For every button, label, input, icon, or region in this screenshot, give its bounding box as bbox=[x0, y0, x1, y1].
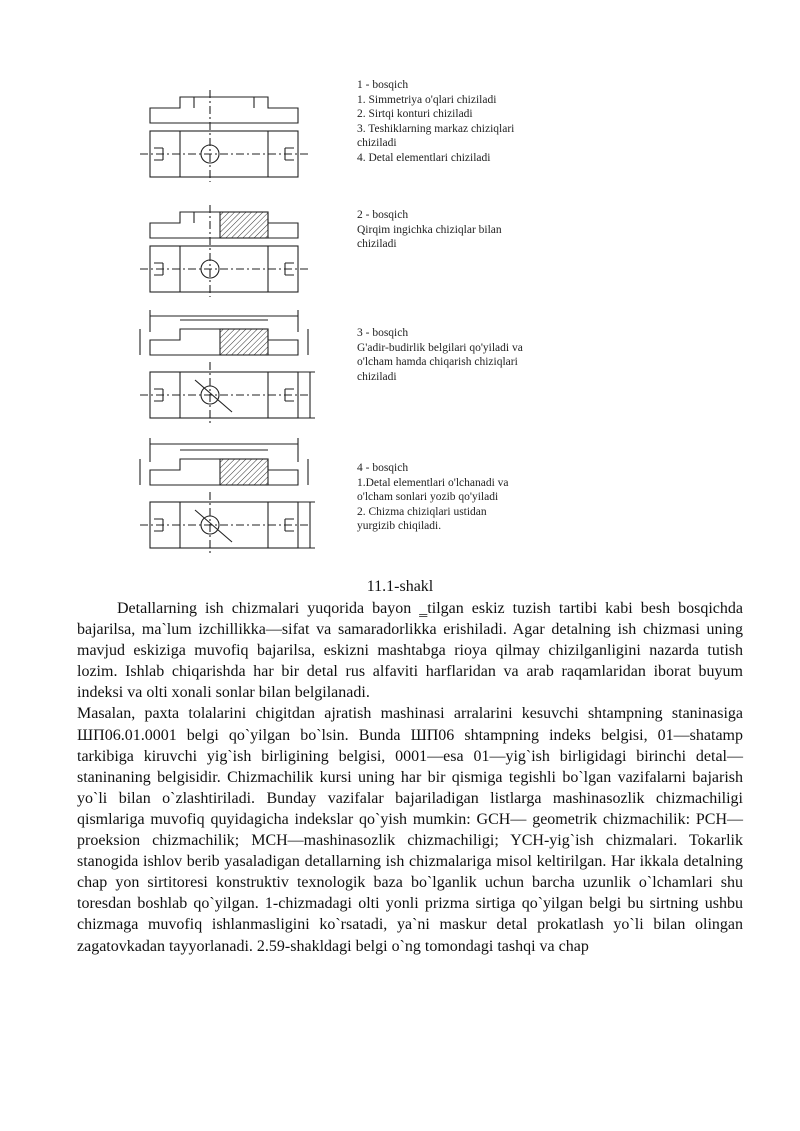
step3-notes bbox=[357, 326, 557, 384]
step-heading: 1 - bosqich bbox=[357, 79, 409, 91]
step2-notes bbox=[357, 208, 557, 252]
step-line: chiziladi bbox=[357, 370, 397, 383]
step1-notes bbox=[357, 78, 557, 166]
step-heading: 4 - bosqich bbox=[357, 462, 409, 474]
step2-drawing bbox=[140, 205, 308, 297]
step-line: chiziladi bbox=[357, 137, 397, 150]
step1-drawing bbox=[140, 90, 308, 182]
step3-drawing bbox=[140, 310, 315, 426]
step-line: 1.Detal elementlari o'lchanadi va bbox=[357, 476, 509, 489]
step-line: 2. Chizma chiziqlari ustidan bbox=[357, 505, 487, 518]
body-text bbox=[77, 598, 743, 957]
step-line: o'lcham hamda chiqarish chiziqlari bbox=[357, 356, 518, 369]
step-line: 4. Detal elementlari chiziladi bbox=[357, 151, 491, 164]
step-line: 2. Sirtqi konturi chiziladi bbox=[357, 108, 473, 121]
step4-notes bbox=[357, 461, 557, 534]
step-line: 1. Simmetriya o'qlari chiziladi bbox=[357, 93, 497, 106]
paragraph: Masalan, paxta tolalarini chigitdan ajratish mashinasi arralarini kesuvchi shtampning staninasiga ШП06.01.0001 belgi qo`yilgan bo`lsin. Bunda ШП06 shtampning indeks belgisi, 01—shatamp tarkibiga kiruvchi yig`ish birligining belgisi, 0001—esa 01—yig`ish birligidagi birinchi detal—staninaning belgisidir. Chizmachilik kursi uning har bir qismiga tegishli bo`lgan vazifalarni bajarish yo`li bilan o`zlashtiriladi. Bunday vazifalar bajariladigan listlarga mashinasozlik chizmachiligi qismlariga muvofiq quyidagicha indekslar qo`yish mumkin: GCH— geometrik chizmachilik: PCH—proeksion chizmachilik; MCH—mashinasozlik chizmachiligi; YCH-yig`ish chizmalari. Tokarlik stanogida ishlov berib yasaladigan detallarning ish chizmalariga misol keltirilgan. Har ikkala detalning chap yon sirtitoresi konstruktiv texnologik baza bo`lganlik uchun barcha uzunlik o`lchamlari shu toresdan boshlab qo`yilgan. 1-chizmadagi olti yonli prizma sirtiga qo`yilgan belgi bu sirtning ushbu chizmaga muvofiq ishlanmasligini ko`rsatadi, ya`ni maskur detal prokatlash yo`li bilan olingan zagatovkadan tayyorlanadi. 2.59-shakldagi belgi o`ng tomondagi tashqi va chap bbox=[77, 705, 743, 955]
figure-drawing-steps bbox=[120, 70, 550, 570]
step-line: G'adir-budirlik belgilari qo'yiladi va bbox=[357, 341, 523, 354]
step-line: chiziladi bbox=[357, 238, 397, 251]
step-heading: 3 - bosqich bbox=[357, 327, 409, 339]
step4-drawing bbox=[140, 438, 315, 556]
step-line: 3. Teshiklarning markaz chiziqlari bbox=[357, 122, 515, 135]
step-line: Qirqim ingichka chiziqlar bilan bbox=[357, 223, 502, 236]
step-line: o'lcham sonlari yozib qo'yiladi bbox=[357, 491, 499, 504]
step-heading: 2 - bosqich bbox=[357, 209, 409, 221]
paragraph: Detallarning ish chizmalari yuqorida bayon ‗tilgan eskiz tuzish tartibi kabi besh bosqichda bajarilsa, ma`lum izchillikka—sifat va samaradorlikka erishiladi. Agar detalning ish chizmasi uning mavjud eskiziga muvofiq bajarilsa, eskizni mashtabga rioya qilmay chizilganligini nazarda tutish lozim. Ishlab chiqarishda har bir detal rus alfaviti harflaridan va arab raqamlaridan iborat buyum indeksi va olti xonali sonlar bilan belgilanadi. bbox=[77, 600, 743, 702]
figure-caption: 11.1-shakl bbox=[366, 578, 434, 595]
step-line: yurgizib chiqiladi. bbox=[357, 520, 442, 533]
